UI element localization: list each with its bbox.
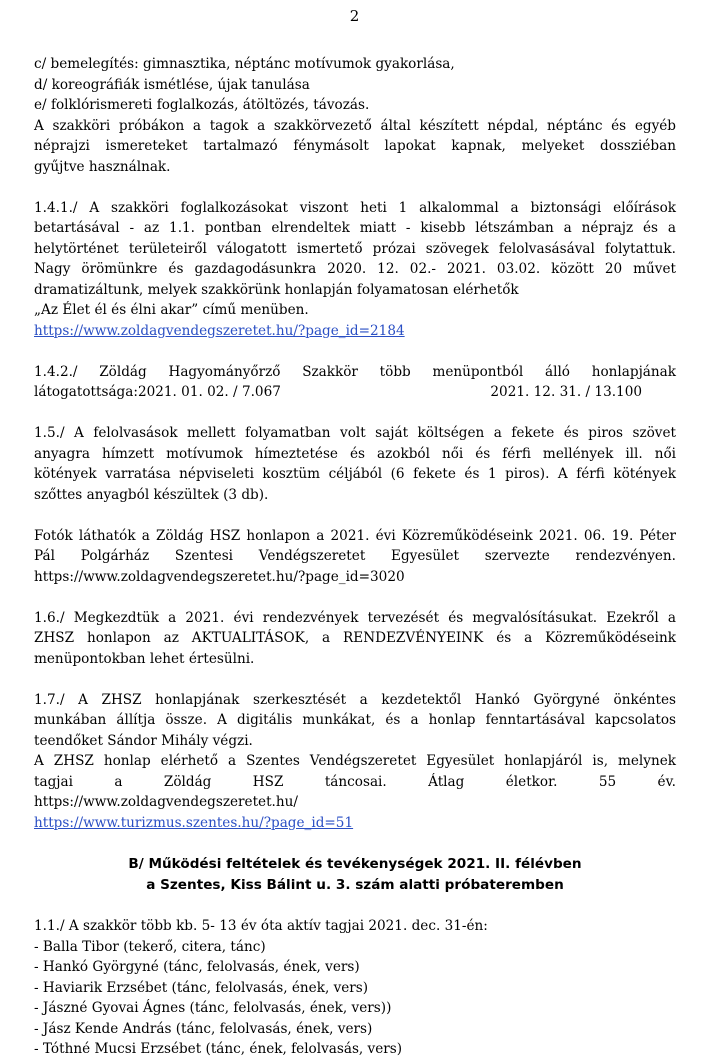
- member-list-item: - Tóthné Mucsi Erzsébet (tánc, ének, felolvasás, vers): [34, 1041, 403, 1057]
- turizmus-page-link[interactable]: https://www.turizmus.szentes.hu/?page_id=51: [34, 814, 354, 831]
- member-list-item: - Jászné Gyovai Ágnes (tánc, felolvasás, ének, vers)): [34, 1000, 392, 1016]
- page-number: 2: [349, 7, 360, 25]
- section-heading-line: a Szentes, Kiss Bálint u. 3. szám alatti próbateremben: [146, 876, 564, 893]
- text-line: gyűjtve használnak.: [34, 158, 171, 175]
- text-line: 1.4.2./ Zöldág Hagyományőrző Szakkör több menüpontból álló honlapjának: [34, 363, 676, 380]
- member-list-item: - Hankó Györgyné (tánc, felolvasás, ének, vers): [34, 959, 360, 975]
- text-line: 1.7./ A ZHSZ honlapjának szerkesztését a kezdetektől Hankó Györgyné önkéntes: [34, 691, 676, 708]
- visitor-stats-line: [34, 382, 676, 403]
- text-line: szőttes anyagból készültek (3 db).: [34, 486, 269, 503]
- member-list-item: - Haviarik Erzsébet (tánc, felolvasás, ének, vers): [34, 979, 369, 996]
- text-line: kötények varratása népviseleti kosztüm céljából (6 fekete és 1 piros). A férfi kötények: [34, 466, 676, 482]
- section-heading-line: B/ Működési feltételek és tevékenységek 2021. II. félévben: [128, 855, 582, 872]
- text-line: c/ bemelegítés: gimnasztika, néptánc motívumok gyakorlása,: [34, 56, 455, 72]
- text-line: https://www.zoldagvendegszeretet.hu/?page_id=3020: [34, 568, 405, 585]
- member-list-item: - Jász Kende András (tánc, felolvasás, ének, vers): [34, 1020, 373, 1037]
- text-line: „Az Élet él és élni akar” című menüben.: [34, 302, 309, 318]
- text-line: anyagra hímzett motívumok hímeztetése és azokból női és férfi mellények ill. női: [34, 445, 676, 462]
- visitor-stats-start: látogatottsága:2021. 01. 02. / 7.067: [34, 384, 281, 400]
- text-line: tagjai a Zöldág HSZ táncosai. Átlag életkor. 55 év.: [34, 773, 676, 790]
- text-line: menüpontokban lehet értesülni.: [34, 650, 255, 667]
- text-line: A szakköri próbákon a tagok a szakkörvezető által készített népdal, néptánc és egyéb: [34, 117, 676, 134]
- text-line: helytörténet területeiről válogatott ismertető prózai szövegek felolvasásával folytattuk.: [34, 240, 676, 257]
- text-line: A ZHSZ honlap elérhető a Szentes Vendégszeretet Egyesület honlapjáról is, melynek: [34, 753, 676, 769]
- text-line: munkában állítja össze. A digitális munkákat, és a honlap fenntartásával kapcsolatos: [34, 712, 676, 728]
- text-line: dramatizáltunk, melyek szakkörünk honlapján folyamatosan elérhetők: [34, 281, 519, 298]
- visitor-stats-end: 2021. 12. 31. / 13.100: [490, 384, 642, 400]
- text-line: teendőket Sándor Mihály végzi.: [34, 732, 253, 749]
- text-line: https://www.zoldagvendegszeretet.hu/: [34, 794, 298, 810]
- section-heading: [34, 854, 676, 896]
- zoldag-page-link[interactable]: https://www.zoldagvendegszeretet.hu/?page_id=2184: [34, 322, 405, 339]
- text-line: 1.4.1./ A szakköri foglalkozásokat viszont heti 1 alkalommal a biztonsági előírások: [34, 199, 676, 216]
- text-line: Nagy örömünkre és gazdagodásunkra 2020. 12. 02.- 2021. 03.02. között 20 művet: [34, 261, 676, 277]
- member-list-item: - Balla Tibor (tekerő, citera, tánc): [34, 938, 266, 955]
- text-line: e/ folklórismereti foglalkozás, átöltözés, távozás.: [34, 97, 370, 113]
- text-line: ZHSZ honlapon az AKTUALITÁSOK, a RENDEZVÉNYEINK és a Közreműködéseink: [34, 630, 676, 646]
- text-line: 1.1./ A szakkör több kb. 5- 13 év óta aktív tagjai 2021. dec. 31-én:: [34, 918, 488, 934]
- text-line: Fotók láthatók a Zöldág HSZ honlapon a 2021. évi Közreműködéseink 2021. 06. 19. Péter: [34, 527, 676, 544]
- text-line: betartásával - az 1.1. pontban elrendeltek miatt - kisebb létszámban a néprajz és a: [34, 220, 676, 236]
- text-line: Pál Polgárház Szentesi Vendégszeretet Egyesület szervezte rendezvényen.: [34, 548, 676, 564]
- text-line: d/ koreográfiák ismétlése, újak tanulása: [34, 76, 310, 93]
- text-line: néprajzi ismereteket tartalmazó fénymásolt lapokat kapnak, melyeket dossziéban: [34, 138, 676, 154]
- text-line: 1.5./ A felolvasások mellett folyamatban volt saját költségen a fekete és piros szövet: [34, 425, 676, 441]
- text-line: 1.6./ Megkezdtük a 2021. évi rendezvények tervezését és megvalósításukat. Ezekről a: [34, 609, 676, 626]
- document-body: [34, 54, 676, 1060]
